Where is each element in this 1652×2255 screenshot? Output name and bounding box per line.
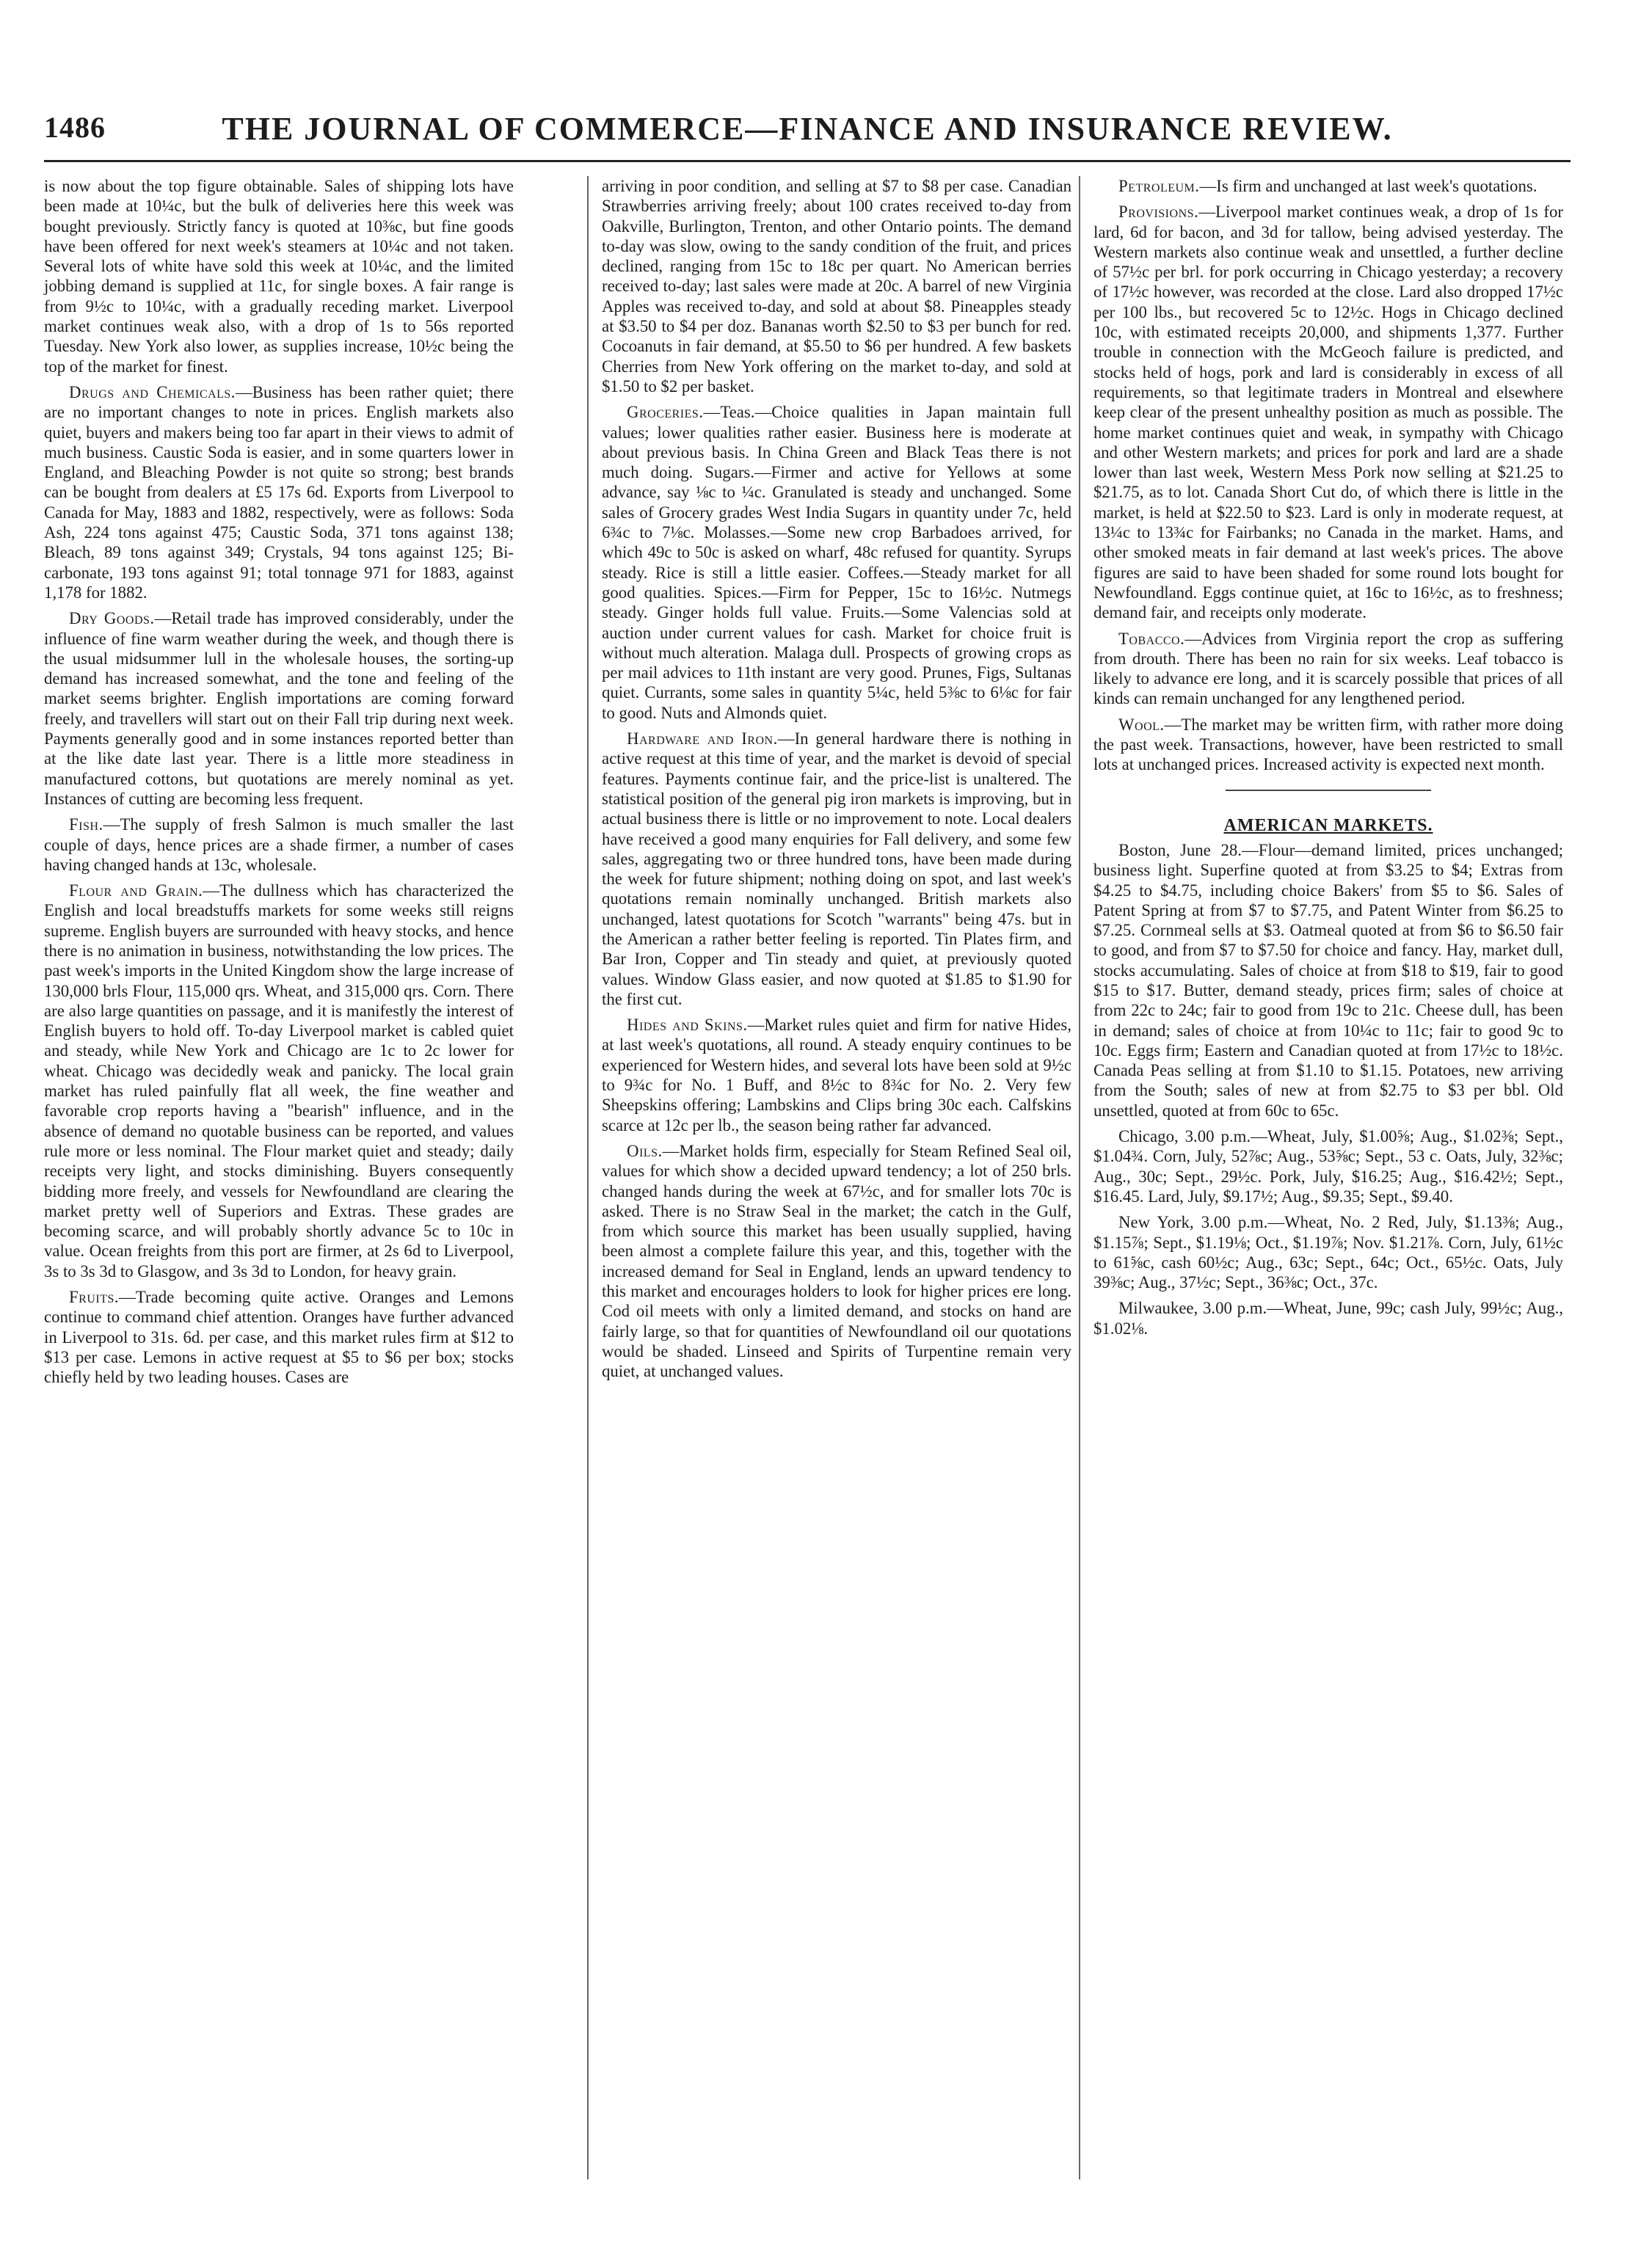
wool-body: —The market may be written firm, with rather more doing the past week. Transactions, however, have been restricted to small lots at unchanged prices. Increased activity is expected next month. [1094, 715, 1563, 774]
petroleum-paragraph [1094, 176, 1563, 196]
dry-goods-lead: Dry Goods. [69, 609, 155, 628]
column-divider-1 [587, 176, 589, 2179]
tobacco-paragraph [1094, 629, 1563, 709]
column-3 [1094, 176, 1563, 1344]
american-markets-heading: AMERICAN MARKETS. [1223, 815, 1433, 835]
tobacco-body: —Advices from Virginia report the crop as suffering from drouth. There has been no rain for six weeks. Leaf tobacco is likely to advance ere long, and it is scarcely possible that prices of all kinds can remain unchanged for any lengthened period. [1094, 629, 1563, 708]
hardware-body: —In general hardware there is nothing in active request at this time of year, and the market is devoid of special features. Payments continue fair, and the price-list is unaltered. The statistical position of the general pig iron markets is improving, but in actual business there is little or no improvement to note. Local dealers have received a good many enquiries for Fall delivery, and some few sales, aggregating two or three hundred tons, have been made during the week for future shipment; nothing doing on spot, and last week's quotations remain nominally unchanged. British markets also unchanged, latest quotations for Scotch "warrants" being 47s. but in the American a rather better feeling is reported. Tin Plates firm, and Bar Iron, Copper and Tin steady and quiet, at previously quoted values. Window Glass easier, and now quoted at $1.85 to $1.90 for the first cut. [602, 729, 1071, 1008]
butter-continuation: is now about the top figure obtainable. Sales of shipping lots have been made at 10¼c, but the bulk of deliveries here this week was bought previously. Strictly fancy is quoted at 10⅜c, but fine goods have been offered for next week's steamers at 10¼c and not taken. Several lots of white have sold this week at 10¼c, and the limited jobbing demand is supplied at 11c, for single boxes. A fair range is from 9½c to 10¼c, with a gradually receding market. Liverpool market continues weak also, with a drop of 1s to 56s reported Tuesday. New York also lower, as supplies increase, 10½c being the top of the market for finest. [44, 177, 514, 376]
oils-paragraph [602, 1141, 1071, 1382]
fruits-lead: Fruits. [69, 1288, 120, 1307]
column-divider-2 [1079, 176, 1080, 2179]
hides-lead: Hides and Skins. [627, 1016, 748, 1035]
milwaukee-paragraph: Milwaukee, 3.00 p.m.—Wheat, June, 99c; cash July, 99½c; Aug., $1.02⅛. [1094, 1299, 1563, 1338]
flour-paragraph [44, 881, 514, 1281]
drugs-paragraph [44, 382, 514, 602]
header-rule [44, 160, 1571, 162]
fish-body: —The supply of fresh Salmon is much smaller the last couple of days, hence prices are a shade firmer, a number of cases having changed hands at 13c, wholesale. [44, 815, 514, 874]
fish-lead: Fish. [69, 815, 103, 834]
provisions-body: —Liverpool market continues weak, a drop of 1s for lard, 6d for bacon, and 3d for tallow, being advised yesterday. The Western markets also continue weak and unsettled, a further decline of 57½c per brl. for pork occurring in Chicago yesterday; a recovery of 17½c however, was recorded at the close. Lard also dropped 17½c per 100 lbs., but recovered 5c to 12½c. Hogs in Chicago declined 10c, with estimated receipts 20,000, and shipments 1,377. Further trouble in connection with the McGeoch failure is predicted, and stocks held of hogs, pork and lard is considerably in excess of all requirements, so that legitimate traders in Montreal and elsewhere keep clear of the present unhealthy position as much as possible. The home market continues quiet and weak, in sympathy with Chicago and other Western markets; and prices for pork and lard are a shade lower than last week, Western Mess Pork now selling at $21.25 to $21.75, as to lot. Canada Short Cut do, of which there is little in the market, is held at $22.50 to $23. Lard is only in moderate request, at 13¼c to 13¾c for Fairbanks; no Canada in the market. Hams, and other smoked meats in fair demand at last week's prices. The above figures are said to have been shaded for some round lots bought for Newfoundland. Eggs continue quiet, at 16c to 16½c, as to freshness; demand fair, and receipts only moderate. [1094, 203, 1563, 622]
wool-lead: Wool. [1118, 715, 1165, 734]
boston-paragraph: Boston, June 28.—Flour—demand limited, prices unchanged; business light. Superfine quoted at from $3.25 to $4; Extras from $4.25 to $4.75, including choice Bakers' from $5 to $6. Sales of Patent Spring at from $7 to $7.75, and Patent Winter from $6.25 to $7.25. Cornmeal sells at $3. Oatmeal quoted at from $6 to $6.50 fair to good, and from $7 to $7.50 for choice and fancy. Hay, market dull, stocks accumulating. Sales of choice at from $18 to $19, fair to good $15 to $17. Butter, demand steady, prices firm; sales of choice at from 22c to 24c; fair to good from 19c to 21c. Cheese dull, has been in demand; sales of choice at from 10¼c to 11c; fair to good 9c to 10c. Eggs firm; Eastern and Canadian quoted at from 17½c to 18½c. Canada Peas selling at from $1.10 to $1.15. Potatoes, new arriving from the South; sales of new at from $2.75 to $3 per bbl. Old unsettled, quoted at from 60c to 65c. [1094, 840, 1563, 1120]
fruits-continuation: arriving in poor condition, and selling at $7 to $8 per case. Canadian Strawberries arriving freely; about 100 crates received to-day from Oakville, Burlington, Trenton, and other Ontario points. The demand to-day was slow, owing to the sandy condition of the fruit, and prices declined, ranging from 15c to 18c per quart. No American berries received to-day; last sales were made at 20c. A barrel of new Virginia Apples was received to-day, and sold at about $8. Pineapples steady at $3.50 to $4 per doz. Bananas worth $2.50 to $3 per bunch for red. Cocoanuts in fair demand, at $5.50 to $6 per hundred. A few baskets Cherries from New York offering on the market to-day, and sold at $1.50 to $2 per basket. [602, 177, 1071, 396]
hardware-paragraph [602, 729, 1071, 1009]
petroleum-lead: Petroleum. [1118, 177, 1200, 195]
page-number: 1486 [44, 111, 106, 144]
wool-paragraph [1094, 715, 1563, 775]
new-york-paragraph: New York, 3.00 p.m.—Wheat, No. 2 Red, July, $1.13⅜; Aug., $1.15⅞; Sept., $1.19⅛; Oct., $1.19⅞; Nov. $1.21⅞. Corn, July, 61½c to 61⅝c, cash 60½c; Aug., 63c; Sept., 64c; Oct., 65½c. Oats, July 39⅜c; Aug., 37½c; Sept., 36⅜c; Oct., 37c. [1094, 1213, 1563, 1292]
hardware-lead: Hardware and Iron. [627, 729, 778, 748]
petroleum-body: —Is firm and unchanged at last week's quotations. [1199, 177, 1538, 195]
drugs-body: —Business has been rather quiet; there are no important changes to note in prices. English markets also quiet, buyers and makers being too far apart in their views to admit of much business. Caustic Soda is easier, and in some quarters lower in England, and Bleaching Powder is not quite so strong; best brands can be bought from dealers at £5 17s 6d. Exports from Liverpool to Canada for May, 1883 and 1882, respectively, were as follows: Soda Ash, 224 tons against 475; Caustic Soda, 371 tons against 138; Bleach, 89 tons against 349; Crystals, 94 tons against 125; Bi-carbonate, 193 tons against 91; total tonnage 971 for 1883, against 1,178 for 1882. [44, 382, 514, 602]
drugs-lead: Drugs and Chemicals. [69, 382, 236, 401]
groceries-paragraph [602, 402, 1071, 723]
chicago-paragraph: Chicago, 3.00 p.m.—Wheat, July, $1.00⅝; Aug., $1.02⅜; Sept., $1.04¾. Corn, July, 52⅞c; Aug., 53⅝c; Sept., 53 c. Oats, July, 32⅜c; Aug., 30c; Sept., 29½c. Pork, July, $16.25; Aug., $16.42½; Sept., $16.45. Lard, July, $9.17½; Aug., $9.35; Sept., $9.40. [1094, 1127, 1563, 1206]
dry-goods-paragraph [44, 608, 514, 809]
dry-goods-body: —Retail trade has improved considerably, under the influence of fine warm weather during the week, and though there is the usual midsummer lull in the wholesale houses, the sorting-up demand has increased somewhat, and the tone and feeling of the market seems brighter. English importations are coming forward freely, and travellers will start out on their Fall trip during next week. Payments generally good and in some instances reported better than at the like date last year. There is a little more steadiness in manufactured cottons, but quotations are merely nominal as yet. Instances of cutting are becoming less frequent. [44, 609, 514, 808]
fruits-paragraph [44, 1287, 514, 1387]
fish-paragraph [44, 815, 514, 875]
hides-body: —Market rules quiet and firm for native Hides, at last week's quotations, all round. A steady enquiry continues to be experienced for Western hides, and several lots have been sold at 9½c to 9¾c for No. 1 Buff, and 8½c to 8¾c for No. 2. Very few Sheepskins offering; Lambskins and Clips bring 30c each. Calfskins scarce at 12c per lb., the season being rather far advanced. [602, 1016, 1071, 1134]
fruits-body: —Trade becoming quite active. Oranges and Lemons continue to command chief attention. Oranges have further advanced in Liverpool to 31s. 6d. per case, and this market rules firm at $12 to $13 per case. Lemons in active request at $5 to $6 per box; stocks chiefly held by two leading houses. Cases are [44, 1288, 514, 1387]
running-title: THE JOURNAL OF COMMERCE—FINANCE AND INSURANCE REVIEW. [222, 111, 1393, 147]
flour-lead: Flour and Grain. [69, 881, 203, 900]
provisions-lead: Provisions. [1118, 203, 1199, 222]
groceries-body: —Teas.—Choice qualities in Japan maintain full values; lower qualities rather easier. Business here is moderate at about previous basis. In China Green and Black Teas there is not much doing. Sugars.—Firmer and active for Yellows at some advance, say ⅛c to ¼c. Granulated is steady and unchanged. Some sales of Grocery grades West India Sugars in quantity under 7c, held 6¾c to 7⅛c. Molasses.—Some new crop Barbadoes arrived, for which 49c to 50c is asked on wharf, 48c refused for quantity. Syrups steady. Rice is still a little easier. Coffees.—Steady market for all good qualities. Spices.—Firm for Pepper, 15c to 16½c. Nutmegs steady. Ginger holds full value. Fruits.—Some Valencias sold at auction under current values for cash. Market for choice fruit is without much alteration. Malaga dull. Prospects of growing crops as per mail advices to 11th instant are very good. Prunes, Figs, Sultanas quiet. Currants, some sales in quantity 5¼c, held 5⅜c to 6⅛c for fair to good. Nuts and Almonds quiet. [602, 403, 1071, 722]
hides-paragraph [602, 1015, 1071, 1135]
provisions-paragraph [1094, 202, 1563, 622]
flour-body: —The dullness which has characterized the English and local breadstuffs markets for some weeks still reigns supreme. English buyers are surrounded with heavy stocks, and hence there is no animation in business, notwithstanding the low prices. The past week's imports in the United Kingdom show the large increase of 130,000 brls Flour, 115,000 qrs. Wheat, and 315,000 qrs. Corn. There are also large quantities on passage, and it is manifestly the interest of English buyers to hold off. To-day Liverpool market is cabled quiet and steady, while New York and Chicago are 1c to 2c lower for wheat. Chicago was decidedly weak and panicky. The local grain market has ruled painfully flat all week, the fine weather and favorable crop reports having a "bearish" influence, and in the absence of demand no quotable business can be reported, and values rule more or less nominal. The Flour market quiet and steady; daily receipts very light, and stocks diminishing. Buyers consequently bidding more freely, and vessels for Newfoundland are clearing the market pretty well of Superiors and Extras. These grades are becoming scarce, and will probably shortly advance 5c to 10c in value. Ocean freights from this port are firmer, at 2s 6d to Liverpool, 3s to 3s 3d to Glasgow, and 3s 3d to London, for heavy grain. [44, 881, 514, 1280]
section-rule [1226, 790, 1431, 791]
column-1 [44, 176, 514, 1394]
tobacco-lead: Tobacco. [1118, 629, 1185, 648]
column-2 [602, 176, 1071, 1388]
oils-body: —Market holds firm, especially for Steam Refined Seal oil, values for which show a decided upward tendency; a lot of 250 brls. changed hands during the week at 67½c, and for smaller lots 70c is asked. There is no Straw Seal in the market; the catch in the Gulf, from which source this market has been usually supplied, having been almost a complete failure this year, and this, together with the increased demand for Seal in England, lends an upward tendency to this market and encourages holders to look for higher prices ere long. Cod oil meets with only a limited demand, and stocks on hand are fairly large, so that for quantities of Newfoundland oil our quotations would be shaded. Linseed and Spirits of Turpentine remain very quiet, at unchanged values. [602, 1141, 1071, 1381]
oils-lead: Oils. [627, 1141, 663, 1160]
groceries-lead: Groceries. [627, 403, 704, 422]
